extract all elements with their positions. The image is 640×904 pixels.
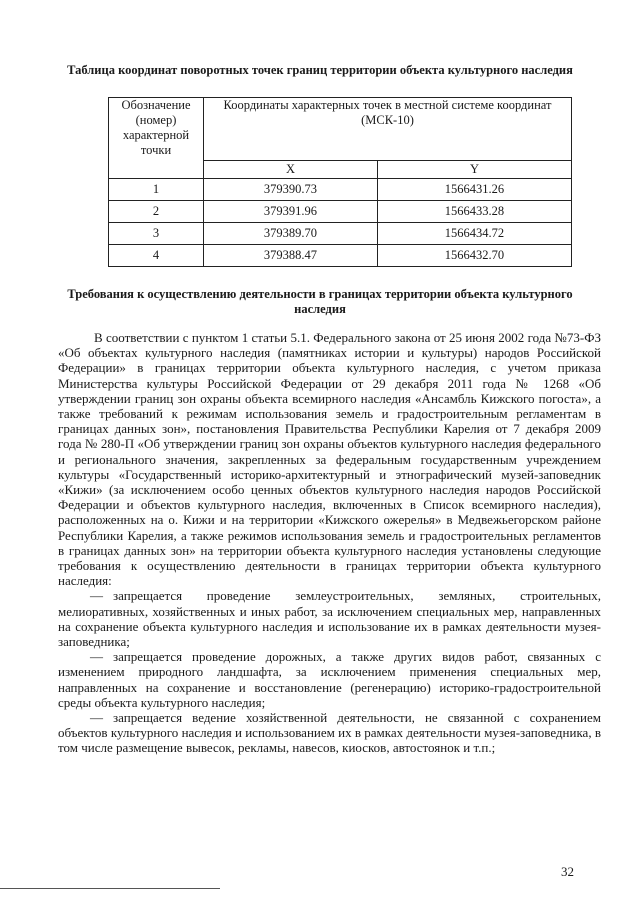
- cell-x: 379391.96: [204, 201, 378, 223]
- cell-num: 1: [109, 179, 204, 201]
- cell-x: 379389.70: [204, 223, 378, 245]
- bullet-dash: —: [90, 649, 103, 665]
- cell-num: 2: [109, 201, 204, 223]
- list-item: [58, 649, 601, 710]
- table-header-row: [109, 98, 572, 161]
- table-row: [109, 201, 572, 223]
- table-row: [109, 179, 572, 201]
- cell-num: 4: [109, 245, 204, 267]
- cell-x: 379390.73: [204, 179, 378, 201]
- cell-y: 1566431.26: [377, 179, 571, 201]
- cell-y: 1566432.70: [377, 245, 571, 267]
- bullet-dash: —: [90, 588, 103, 604]
- cell-y: 1566433.28: [377, 201, 571, 223]
- footer-divider: [0, 888, 220, 889]
- header-y: Y: [377, 161, 571, 179]
- section-title: Требования к осуществлению деятельности в границах территории объекта культурного наследия: [67, 287, 573, 316]
- header-x: X: [204, 161, 378, 179]
- list-item-text: запрещается проведение землеустроительных, земляных, строительных, мелиоративных, хозяйственных и иных работ, за исключением специальных мер, направленных на сохранение объекта культурного наследия и использование их в рамках деятельности музея-заповедника;: [58, 588, 601, 650]
- body-text: [58, 330, 601, 756]
- header-coordinates: Координаты характерных точек в местной системе координат (МСК-10): [204, 98, 572, 161]
- table-row: [109, 223, 572, 245]
- bullet-dash: —: [90, 710, 103, 726]
- list-item: [58, 710, 601, 756]
- list-item-text: запрещается проведение дорожных, а также других видов работ, связанных с изменением природного ландшафта, за исключением применения специальных мер, направленных на сохранение и восстановление (регенерацию) историко-градостроительной среды объекта культурного наследия;: [58, 649, 601, 710]
- table-row: [109, 245, 572, 267]
- cell-x: 379388.47: [204, 245, 378, 267]
- list-item: [58, 588, 601, 649]
- main-paragraph: В соответствии с пунктом 1 статьи 5.1. Федерального закона от 25 июня 2002 года №73-ФЗ «Об объектах культурного наследия (памятниках истории и культуры) народов Российской Федерации» в границах территории объекта культурного наследия, с учетом приказа Министерства культуры Российской Федерации от 29 декабря 2011 года № 1268 «Об утверждении границ зон охраны объекта всемирного наследия «Ансамбль Кижского погоста», а также требований к режимам использования земель и градостроительным регламентам в границах данных зон», постановления Правительства Республики Карелия от 7 декабря 2009 года № 280-П «Об утверждении границ зон охраны объектов культурного наследия федерального и регионального значения, закрепленных за федеральным государственным учреждением культуры «Государственный историко-архитектурный и этнографический музей-заповедник «Кижи» (за исключением особо ценных объектов культурного наследия народов Российской Федерации и объектов культурного наследия, включенных в Список всемирного наследия), расположенных на о. Кижи и на территории «Кижского ожерелья» в Медвежьегорском районе Республики Карелия, а также режимов использования земель и градостроительных регламентов в границах данных зон» на территории объекта культурного наследия установлены следующие требования к осуществлению деятельности в границах территории объекта культурного наследия:: [58, 330, 601, 589]
- table-title: Таблица координат поворотных точек границ территории объекта культурного наследия: [67, 63, 573, 77]
- coordinates-table: [108, 97, 572, 267]
- cell-y: 1566434.72: [377, 223, 571, 245]
- page-number: 32: [561, 864, 574, 879]
- header-point-number: Обозначение (номер) характерной точки: [109, 98, 204, 179]
- cell-num: 3: [109, 223, 204, 245]
- list-item-text: запрещается ведение хозяйственной деятельности, не связанной с сохранением объектов культурного наследия и использованием их в рамках деятельности музея-заповедника, в том числе размещение вывесок, рекламы, навесов, киосков, автостоянок и т.п.;: [58, 710, 601, 756]
